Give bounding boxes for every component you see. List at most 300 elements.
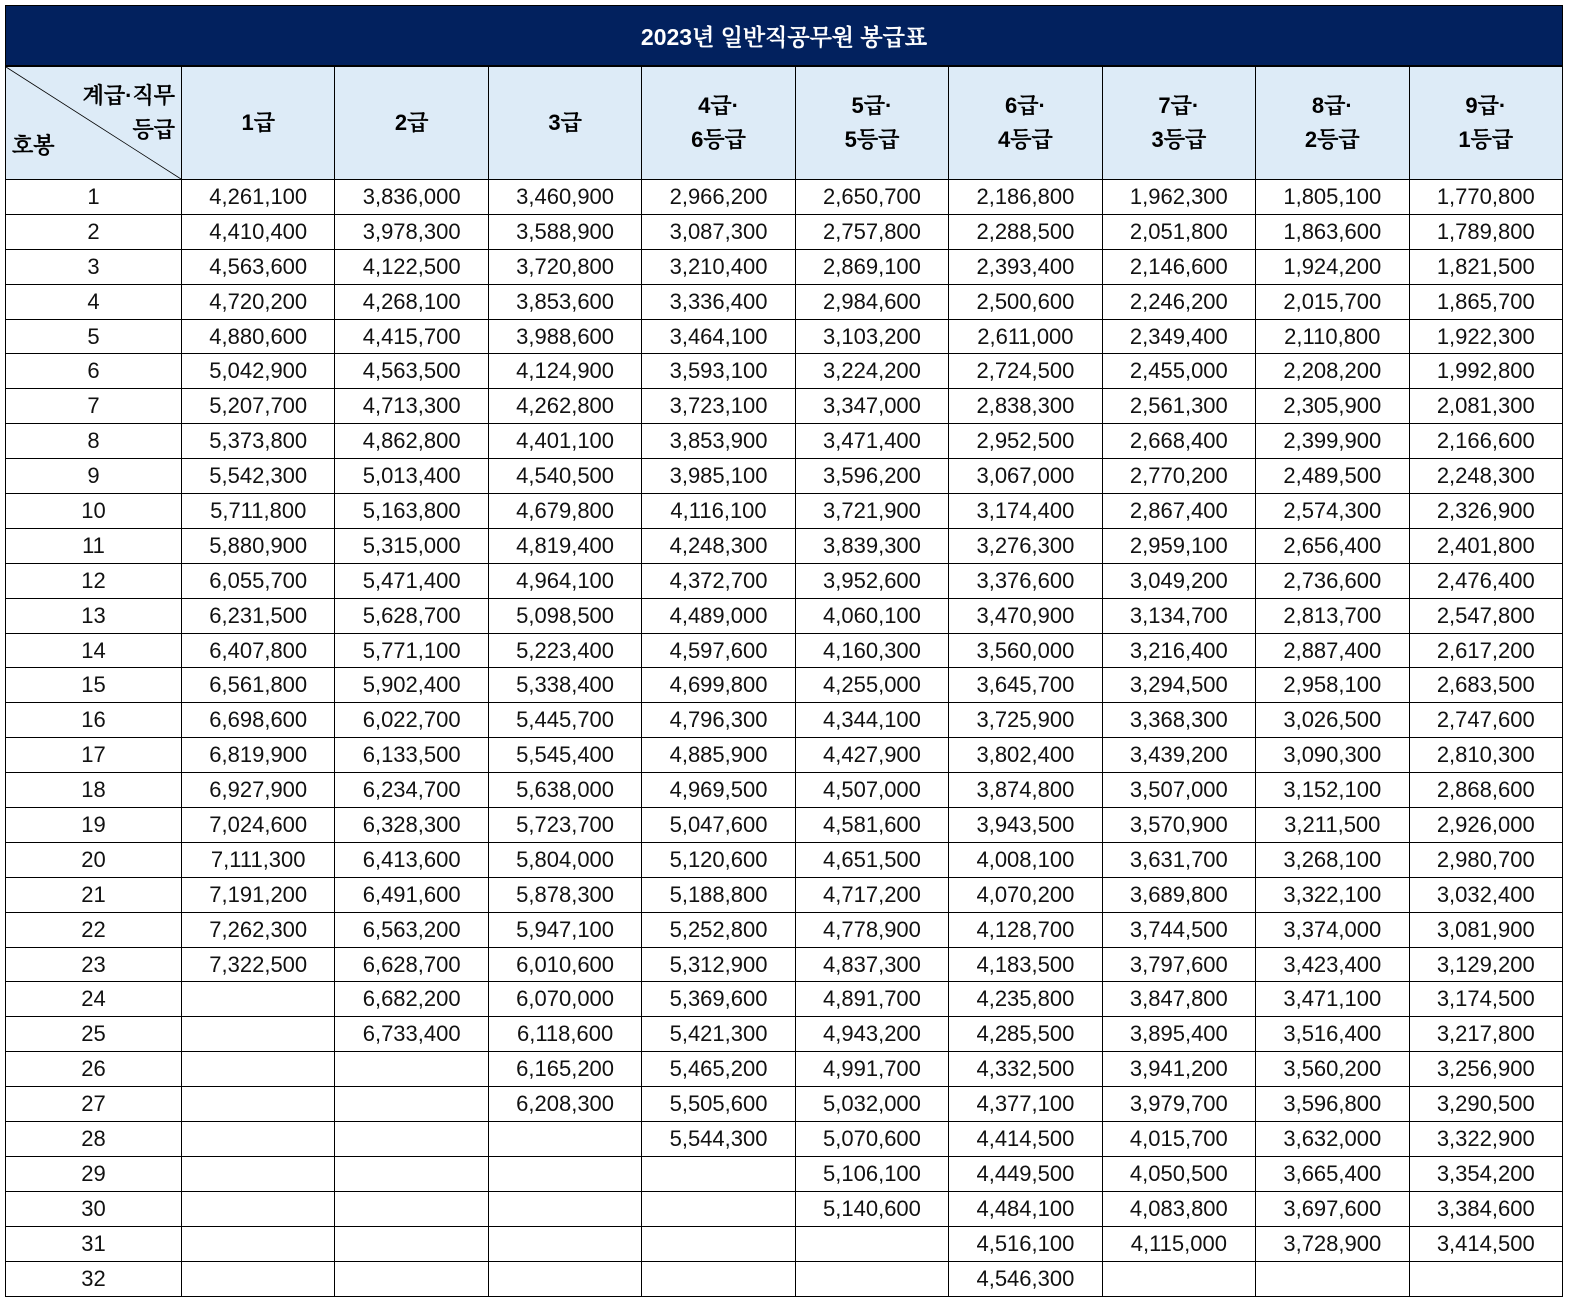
salary-cell: 3,725,900 bbox=[949, 703, 1102, 738]
table-row bbox=[6, 1156, 1563, 1191]
salary-cell: 4,050,500 bbox=[1102, 1156, 1255, 1191]
salary-cell: 4,563,500 bbox=[335, 354, 488, 389]
salary-cell: 2,959,100 bbox=[1102, 528, 1255, 563]
step-cell: 21 bbox=[6, 877, 182, 912]
step-cell: 16 bbox=[6, 703, 182, 738]
salary-cell: 3,697,600 bbox=[1256, 1191, 1409, 1226]
table-row bbox=[6, 1261, 1563, 1296]
salary-cell: 2,208,200 bbox=[1256, 354, 1409, 389]
salary-cell: 4,008,100 bbox=[949, 842, 1102, 877]
salary-cell: 4,332,500 bbox=[949, 1052, 1102, 1087]
salary-cell: 2,248,300 bbox=[1409, 459, 1563, 494]
grade-header-text: 3등급 bbox=[1151, 127, 1207, 152]
salary-cell: 2,650,700 bbox=[795, 180, 948, 215]
salary-cell: 2,869,100 bbox=[795, 249, 948, 284]
salary-cell: 3,414,500 bbox=[1409, 1226, 1563, 1261]
step-cell: 23 bbox=[6, 947, 182, 982]
table-row bbox=[6, 1017, 1563, 1052]
salary-cell: 3,103,200 bbox=[795, 319, 948, 354]
salary-cell: 6,208,300 bbox=[488, 1087, 641, 1122]
table-row bbox=[6, 424, 1563, 459]
salary-cell bbox=[182, 1122, 335, 1157]
salary-cell: 2,984,600 bbox=[795, 284, 948, 319]
salary-cell: 5,140,600 bbox=[795, 1191, 948, 1226]
salary-cell: 4,489,000 bbox=[642, 598, 795, 633]
corner-header-cell bbox=[6, 67, 182, 180]
salary-cell: 3,354,200 bbox=[1409, 1156, 1563, 1191]
salary-cell: 3,560,000 bbox=[949, 633, 1102, 668]
salary-cell: 3,368,300 bbox=[1102, 703, 1255, 738]
salary-cell: 7,262,300 bbox=[182, 912, 335, 947]
salary-cell: 3,423,400 bbox=[1256, 947, 1409, 982]
step-cell: 29 bbox=[6, 1156, 182, 1191]
salary-cell: 4,372,700 bbox=[642, 563, 795, 598]
salary-cell: 4,083,800 bbox=[1102, 1191, 1255, 1226]
salary-cell: 2,656,400 bbox=[1256, 528, 1409, 563]
salary-cell: 5,445,700 bbox=[488, 703, 641, 738]
grade-header-2 bbox=[335, 67, 488, 180]
salary-cell: 3,728,900 bbox=[1256, 1226, 1409, 1261]
salary-cell: 3,895,400 bbox=[1102, 1017, 1255, 1052]
salary-cell: 5,207,700 bbox=[182, 389, 335, 424]
salary-cell: 5,638,000 bbox=[488, 773, 641, 808]
salary-cell: 3,645,700 bbox=[949, 668, 1102, 703]
step-cell: 7 bbox=[6, 389, 182, 424]
salary-cell: 4,597,600 bbox=[642, 633, 795, 668]
salary-cell: 3,744,500 bbox=[1102, 912, 1255, 947]
step-cell: 26 bbox=[6, 1052, 182, 1087]
salary-cell: 4,235,800 bbox=[949, 982, 1102, 1017]
salary-cell bbox=[1409, 1261, 1563, 1296]
salary-cell: 3,839,300 bbox=[795, 528, 948, 563]
salary-cell: 3,471,100 bbox=[1256, 982, 1409, 1017]
salary-cell: 1,962,300 bbox=[1102, 180, 1255, 215]
salary-cell: 4,414,500 bbox=[949, 1122, 1102, 1157]
salary-cell bbox=[335, 1052, 488, 1087]
salary-cell: 2,958,100 bbox=[1256, 668, 1409, 703]
salary-cell: 3,631,700 bbox=[1102, 842, 1255, 877]
salary-cell: 4,969,500 bbox=[642, 773, 795, 808]
salary-cell: 4,837,300 bbox=[795, 947, 948, 982]
salary-cell: 5,471,400 bbox=[335, 563, 488, 598]
salary-cell: 4,679,800 bbox=[488, 494, 641, 529]
grade-header-text: 2급 bbox=[394, 110, 429, 135]
salary-cell: 3,596,200 bbox=[795, 459, 948, 494]
salary-cell: 3,471,400 bbox=[795, 424, 948, 459]
salary-cell: 2,757,800 bbox=[795, 214, 948, 249]
salary-cell: 3,134,700 bbox=[1102, 598, 1255, 633]
salary-cell bbox=[642, 1226, 795, 1261]
salary-cell: 2,146,600 bbox=[1102, 249, 1255, 284]
salary-cell: 6,682,200 bbox=[335, 982, 488, 1017]
salary-cell: 3,802,400 bbox=[949, 738, 1102, 773]
grade-axis-label-line1: 계급·직무 bbox=[82, 83, 175, 108]
step-cell: 4 bbox=[6, 284, 182, 319]
step-axis-label: 호봉 bbox=[12, 133, 55, 158]
salary-cell: 6,407,800 bbox=[182, 633, 335, 668]
salary-cell: 2,868,600 bbox=[1409, 773, 1563, 808]
salary-cell: 5,188,800 bbox=[642, 877, 795, 912]
salary-cell: 5,628,700 bbox=[335, 598, 488, 633]
salary-cell: 4,115,000 bbox=[1102, 1226, 1255, 1261]
step-cell: 27 bbox=[6, 1087, 182, 1122]
salary-cell: 3,322,100 bbox=[1256, 877, 1409, 912]
salary-cell: 3,224,200 bbox=[795, 354, 948, 389]
table-row bbox=[6, 1052, 1563, 1087]
salary-cell: 5,723,700 bbox=[488, 808, 641, 843]
salary-cell bbox=[488, 1261, 641, 1296]
salary-cell: 3,593,100 bbox=[642, 354, 795, 389]
salary-cell: 3,384,600 bbox=[1409, 1191, 1563, 1226]
salary-cell: 3,210,400 bbox=[642, 249, 795, 284]
grade-header-6 bbox=[949, 67, 1102, 180]
salary-cell: 4,116,100 bbox=[642, 494, 795, 529]
step-cell: 17 bbox=[6, 738, 182, 773]
salary-cell: 5,120,600 bbox=[642, 842, 795, 877]
salary-cell: 4,484,100 bbox=[949, 1191, 1102, 1226]
salary-cell: 3,720,800 bbox=[488, 249, 641, 284]
salary-cell: 2,186,800 bbox=[949, 180, 1102, 215]
salary-cell: 5,223,400 bbox=[488, 633, 641, 668]
salary-cell: 3,268,100 bbox=[1256, 842, 1409, 877]
salary-cell: 2,246,200 bbox=[1102, 284, 1255, 319]
salary-cell: 6,413,600 bbox=[335, 842, 488, 877]
salary-cell: 4,540,500 bbox=[488, 459, 641, 494]
salary-cell: 4,160,300 bbox=[795, 633, 948, 668]
grade-header-text: 1등급 bbox=[1458, 127, 1514, 152]
salary-cell: 5,106,100 bbox=[795, 1156, 948, 1191]
salary-cell: 7,111,300 bbox=[182, 842, 335, 877]
salary-cell: 1,865,700 bbox=[1409, 284, 1563, 319]
salary-cell: 5,878,300 bbox=[488, 877, 641, 912]
step-cell: 10 bbox=[6, 494, 182, 529]
salary-cell: 3,943,500 bbox=[949, 808, 1102, 843]
salary-cell bbox=[182, 1087, 335, 1122]
salary-cell: 5,902,400 bbox=[335, 668, 488, 703]
salary-cell: 6,010,600 bbox=[488, 947, 641, 982]
salary-cell: 3,174,500 bbox=[1409, 982, 1563, 1017]
salary-cell: 4,183,500 bbox=[949, 947, 1102, 982]
salary-cell: 3,632,000 bbox=[1256, 1122, 1409, 1157]
salary-cell: 6,628,700 bbox=[335, 947, 488, 982]
salary-cell: 5,013,400 bbox=[335, 459, 488, 494]
salary-cell: 4,268,100 bbox=[335, 284, 488, 319]
grade-header-text: 1급 bbox=[241, 110, 275, 135]
salary-cell: 2,393,400 bbox=[949, 249, 1102, 284]
table-row bbox=[6, 249, 1563, 284]
grade-header-9 bbox=[1409, 67, 1563, 180]
step-cell: 12 bbox=[6, 563, 182, 598]
salary-cell: 2,683,500 bbox=[1409, 668, 1563, 703]
table-row bbox=[6, 982, 1563, 1017]
salary-cell: 5,098,500 bbox=[488, 598, 641, 633]
salary-cell bbox=[182, 1226, 335, 1261]
table-row bbox=[6, 459, 1563, 494]
salary-cell: 4,581,600 bbox=[795, 808, 948, 843]
salary-cell: 6,698,600 bbox=[182, 703, 335, 738]
salary-cell: 4,070,200 bbox=[949, 877, 1102, 912]
salary-table-container bbox=[5, 5, 1563, 1297]
step-cell: 15 bbox=[6, 668, 182, 703]
salary-cell: 3,665,400 bbox=[1256, 1156, 1409, 1191]
salary-cell bbox=[795, 1261, 948, 1296]
salary-cell: 2,110,800 bbox=[1256, 319, 1409, 354]
salary-cell: 3,797,600 bbox=[1102, 947, 1255, 982]
salary-cell: 5,163,800 bbox=[335, 494, 488, 529]
salary-cell: 1,924,200 bbox=[1256, 249, 1409, 284]
salary-cell bbox=[182, 1191, 335, 1226]
table-row bbox=[6, 947, 1563, 982]
salary-cell: 5,070,600 bbox=[795, 1122, 948, 1157]
salary-cell: 5,312,900 bbox=[642, 947, 795, 982]
salary-cell: 2,326,900 bbox=[1409, 494, 1563, 529]
table-row bbox=[6, 703, 1563, 738]
step-cell: 28 bbox=[6, 1122, 182, 1157]
step-cell: 31 bbox=[6, 1226, 182, 1261]
table-row bbox=[6, 1122, 1563, 1157]
salary-cell: 4,699,800 bbox=[642, 668, 795, 703]
table-row bbox=[6, 633, 1563, 668]
salary-cell bbox=[795, 1226, 948, 1261]
table-row bbox=[6, 389, 1563, 424]
salary-cell: 2,770,200 bbox=[1102, 459, 1255, 494]
salary-cell: 4,943,200 bbox=[795, 1017, 948, 1052]
salary-cell: 2,952,500 bbox=[949, 424, 1102, 459]
salary-cell: 2,081,300 bbox=[1409, 389, 1563, 424]
salary-cell: 2,574,300 bbox=[1256, 494, 1409, 529]
salary-cell: 2,349,400 bbox=[1102, 319, 1255, 354]
salary-cell: 2,611,000 bbox=[949, 319, 1102, 354]
salary-cell: 4,377,100 bbox=[949, 1087, 1102, 1122]
table-row bbox=[6, 877, 1563, 912]
salary-cell: 3,211,500 bbox=[1256, 808, 1409, 843]
grade-header-text: 3급 bbox=[548, 110, 582, 135]
step-cell: 1 bbox=[6, 180, 182, 215]
step-cell: 8 bbox=[6, 424, 182, 459]
grade-header-text: 9급· bbox=[1465, 93, 1507, 118]
salary-cell: 3,090,300 bbox=[1256, 738, 1409, 773]
salary-cell: 7,191,200 bbox=[182, 877, 335, 912]
salary-cell: 3,847,800 bbox=[1102, 982, 1255, 1017]
salary-cell: 5,369,600 bbox=[642, 982, 795, 1017]
salary-cell: 7,024,600 bbox=[182, 808, 335, 843]
step-cell: 6 bbox=[6, 354, 182, 389]
step-cell: 14 bbox=[6, 633, 182, 668]
salary-cell: 6,118,600 bbox=[488, 1017, 641, 1052]
salary-cell: 4,507,000 bbox=[795, 773, 948, 808]
salary-cell: 2,736,600 bbox=[1256, 563, 1409, 598]
table-row bbox=[6, 912, 1563, 947]
table-row bbox=[6, 494, 1563, 529]
salary-cell: 4,344,100 bbox=[795, 703, 948, 738]
step-cell: 3 bbox=[6, 249, 182, 284]
salary-cell: 3,588,900 bbox=[488, 214, 641, 249]
grade-header-text: 5급· bbox=[851, 93, 893, 118]
salary-cell bbox=[182, 1261, 335, 1296]
salary-cell: 4,255,000 bbox=[795, 668, 948, 703]
salary-cell bbox=[335, 1156, 488, 1191]
salary-cell: 5,804,000 bbox=[488, 842, 641, 877]
salary-cell bbox=[182, 982, 335, 1017]
salary-cell: 5,252,800 bbox=[642, 912, 795, 947]
salary-cell: 3,460,900 bbox=[488, 180, 641, 215]
salary-cell: 3,087,300 bbox=[642, 214, 795, 249]
salary-cell bbox=[182, 1017, 335, 1052]
salary-cell: 2,867,400 bbox=[1102, 494, 1255, 529]
salary-cell: 6,231,500 bbox=[182, 598, 335, 633]
step-cell: 24 bbox=[6, 982, 182, 1017]
salary-cell bbox=[335, 1226, 488, 1261]
salary-cell: 4,713,300 bbox=[335, 389, 488, 424]
salary-cell: 6,491,600 bbox=[335, 877, 488, 912]
salary-cell: 4,991,700 bbox=[795, 1052, 948, 1087]
salary-cell: 3,026,500 bbox=[1256, 703, 1409, 738]
salary-cell: 5,505,600 bbox=[642, 1087, 795, 1122]
table-row bbox=[6, 180, 1563, 215]
step-cell: 5 bbox=[6, 319, 182, 354]
grade-axis-label-line2: 등급 bbox=[132, 117, 175, 142]
salary-cell bbox=[642, 1156, 795, 1191]
salary-cell bbox=[488, 1191, 641, 1226]
salary-cell: 5,542,300 bbox=[182, 459, 335, 494]
salary-cell: 3,347,000 bbox=[795, 389, 948, 424]
salary-cell: 2,926,000 bbox=[1409, 808, 1563, 843]
salary-cell: 4,401,100 bbox=[488, 424, 641, 459]
step-cell: 30 bbox=[6, 1191, 182, 1226]
salary-cell: 6,563,200 bbox=[335, 912, 488, 947]
salary-cell: 4,015,700 bbox=[1102, 1122, 1255, 1157]
salary-cell: 3,596,800 bbox=[1256, 1087, 1409, 1122]
salary-cell: 3,985,100 bbox=[642, 459, 795, 494]
salary-cell: 2,810,300 bbox=[1409, 738, 1563, 773]
table-row bbox=[6, 842, 1563, 877]
salary-cell: 5,711,800 bbox=[182, 494, 335, 529]
salary-cell: 5,032,000 bbox=[795, 1087, 948, 1122]
grade-header-5 bbox=[795, 67, 948, 180]
salary-cell: 6,561,800 bbox=[182, 668, 335, 703]
grade-header-text: 4급· bbox=[698, 93, 739, 118]
salary-cell: 4,427,900 bbox=[795, 738, 948, 773]
salary-cell: 5,465,200 bbox=[642, 1052, 795, 1087]
salary-cell: 5,544,300 bbox=[642, 1122, 795, 1157]
salary-cell: 5,880,900 bbox=[182, 528, 335, 563]
salary-cell: 2,887,400 bbox=[1256, 633, 1409, 668]
salary-cell: 2,489,500 bbox=[1256, 459, 1409, 494]
salary-cell: 6,055,700 bbox=[182, 563, 335, 598]
salary-cell: 3,067,000 bbox=[949, 459, 1102, 494]
salary-cell bbox=[335, 1261, 488, 1296]
salary-cell: 3,129,200 bbox=[1409, 947, 1563, 982]
salary-cell: 3,217,800 bbox=[1409, 1017, 1563, 1052]
salary-cell: 4,885,900 bbox=[642, 738, 795, 773]
salary-cell: 3,032,400 bbox=[1409, 877, 1563, 912]
salary-cell bbox=[642, 1261, 795, 1296]
salary-cell: 4,415,700 bbox=[335, 319, 488, 354]
table-row bbox=[6, 598, 1563, 633]
salary-cell: 3,464,100 bbox=[642, 319, 795, 354]
grade-header-7 bbox=[1102, 67, 1255, 180]
salary-cell: 1,789,800 bbox=[1409, 214, 1563, 249]
salary-cell: 5,338,400 bbox=[488, 668, 641, 703]
grade-header-text: 4등급 bbox=[998, 127, 1053, 152]
salary-cell: 3,336,400 bbox=[642, 284, 795, 319]
salary-cell: 3,721,900 bbox=[795, 494, 948, 529]
grade-header-text: 6급· bbox=[1004, 93, 1046, 118]
grade-header-text: 5등급 bbox=[844, 127, 900, 152]
table-row bbox=[6, 808, 1563, 843]
salary-cell: 6,819,900 bbox=[182, 738, 335, 773]
salary-cell bbox=[642, 1191, 795, 1226]
salary-cell: 4,891,700 bbox=[795, 982, 948, 1017]
salary-cell: 3,081,900 bbox=[1409, 912, 1563, 947]
salary-cell: 4,122,500 bbox=[335, 249, 488, 284]
table-row bbox=[6, 1087, 1563, 1122]
salary-cell: 4,717,200 bbox=[795, 877, 948, 912]
salary-cell: 4,262,800 bbox=[488, 389, 641, 424]
salary-cell: 3,152,100 bbox=[1256, 773, 1409, 808]
salary-cell: 2,980,700 bbox=[1409, 842, 1563, 877]
salary-cell: 3,978,300 bbox=[335, 214, 488, 249]
salary-cell: 3,689,800 bbox=[1102, 877, 1255, 912]
step-cell: 25 bbox=[6, 1017, 182, 1052]
table-row bbox=[6, 284, 1563, 319]
salary-cell: 2,668,400 bbox=[1102, 424, 1255, 459]
grade-axis-label bbox=[83, 79, 175, 147]
salary-cell: 5,771,100 bbox=[335, 633, 488, 668]
salary-cell: 2,966,200 bbox=[642, 180, 795, 215]
salary-cell: 3,874,800 bbox=[949, 773, 1102, 808]
salary-cell: 1,922,300 bbox=[1409, 319, 1563, 354]
salary-cell: 2,813,700 bbox=[1256, 598, 1409, 633]
salary-cell: 3,290,500 bbox=[1409, 1087, 1563, 1122]
header-row bbox=[6, 67, 1563, 180]
salary-cell: 1,992,800 bbox=[1409, 354, 1563, 389]
step-cell: 2 bbox=[6, 214, 182, 249]
table-title: 2023년 일반직공무원 봉급표 bbox=[5, 5, 1563, 66]
salary-cell: 1,770,800 bbox=[1409, 180, 1563, 215]
salary-cell: 3,256,900 bbox=[1409, 1052, 1563, 1087]
salary-cell: 6,022,700 bbox=[335, 703, 488, 738]
grade-header-4 bbox=[642, 67, 795, 180]
salary-cell: 3,276,300 bbox=[949, 528, 1102, 563]
salary-cell bbox=[488, 1226, 641, 1261]
salary-cell: 3,988,600 bbox=[488, 319, 641, 354]
step-cell: 32 bbox=[6, 1261, 182, 1296]
salary-cell: 6,328,300 bbox=[335, 808, 488, 843]
salary-cell: 2,401,800 bbox=[1409, 528, 1563, 563]
table-row bbox=[6, 773, 1563, 808]
salary-cell: 4,796,300 bbox=[642, 703, 795, 738]
table-row bbox=[6, 738, 1563, 773]
salary-cell: 4,819,400 bbox=[488, 528, 641, 563]
salary-cell: 1,821,500 bbox=[1409, 249, 1563, 284]
salary-cell: 5,373,800 bbox=[182, 424, 335, 459]
salary-cell: 4,720,200 bbox=[182, 284, 335, 319]
salary-cell: 6,927,900 bbox=[182, 773, 335, 808]
step-cell: 22 bbox=[6, 912, 182, 947]
salary-cell: 4,410,400 bbox=[182, 214, 335, 249]
salary-cell bbox=[488, 1156, 641, 1191]
salary-cell bbox=[335, 1087, 488, 1122]
salary-table bbox=[5, 66, 1563, 1297]
salary-cell bbox=[488, 1122, 641, 1157]
salary-cell: 2,561,300 bbox=[1102, 389, 1255, 424]
salary-cell: 4,880,600 bbox=[182, 319, 335, 354]
salary-cell: 3,560,200 bbox=[1256, 1052, 1409, 1087]
table-row bbox=[6, 528, 1563, 563]
salary-cell: 3,322,900 bbox=[1409, 1122, 1563, 1157]
step-cell: 18 bbox=[6, 773, 182, 808]
